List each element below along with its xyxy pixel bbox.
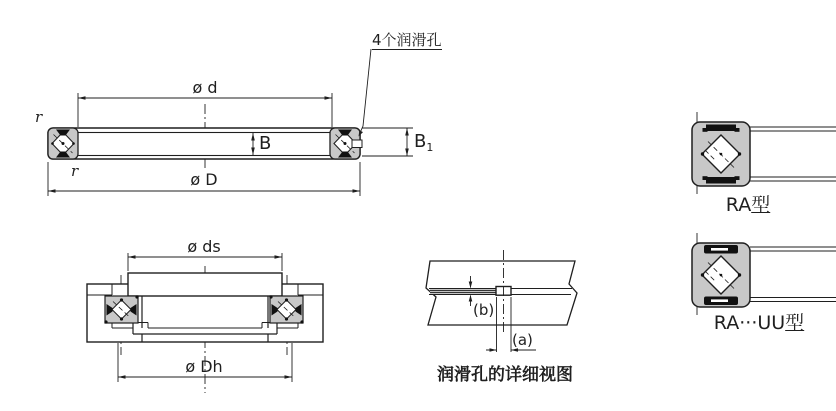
rauu-type-name: RA···UU — [713, 312, 786, 334]
front-right-section-block — [330, 128, 362, 159]
rauu-section-linework — [692, 233, 836, 317]
dim-b-label: (b) — [473, 301, 495, 319]
dim-phi-d-label: ø d — [192, 78, 218, 97]
rauu-type-suffix: 型 — [785, 312, 805, 334]
lube-holes-leader — [359, 49, 372, 137]
dim-B1-sub: 1 — [426, 141, 434, 154]
dim-width-B1 — [362, 128, 413, 156]
dim-B1-main: B — [414, 131, 427, 152]
detail-view-caption: 润滑孔的详细视图 — [437, 365, 573, 385]
shaft-flange — [128, 273, 282, 296]
lube-holes-callout: 4个润滑孔 — [372, 31, 442, 49]
radius-r-top-label: r — [35, 108, 43, 126]
ra-type-label — [726, 196, 770, 215]
mount-right-bearing — [269, 295, 303, 323]
ra-type-name: RA — [725, 194, 752, 216]
dim-phi-ds-label: ø ds — [187, 237, 221, 256]
front-left-section-block — [48, 128, 78, 159]
lubrication-hole — [352, 140, 362, 148]
ra-type-suffix: 型 — [751, 194, 771, 216]
ra-section-linework — [692, 112, 836, 196]
dim-phi-Dh-label: ø Dh — [185, 357, 223, 376]
rauu-type-label — [714, 314, 804, 333]
dim-B1-label — [414, 133, 433, 153]
detail-view-linework — [426, 250, 577, 352]
dim-B-label: B — [259, 133, 272, 154]
radius-r-bottom-label: r — [71, 162, 79, 180]
dim-a-label: (a) — [512, 331, 533, 349]
mount-left-bearing — [104, 295, 138, 323]
front-view-linework — [48, 49, 413, 196]
dim-phi-D-label: ø D — [190, 170, 218, 189]
